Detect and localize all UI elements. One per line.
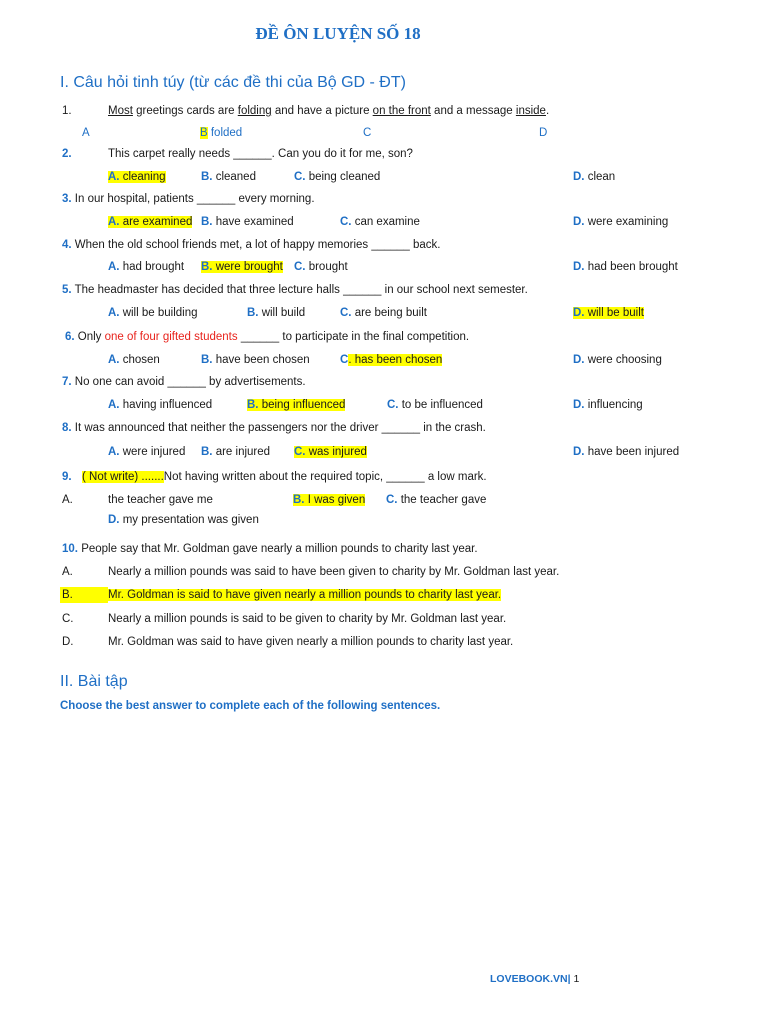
question-3-option-b (201, 214, 294, 230)
underlined-word: Most (108, 105, 133, 117)
question-2-option-d (573, 169, 615, 185)
option-letter: D. (573, 399, 585, 411)
question-8-option-c (294, 444, 367, 460)
question-1-option-d: D (539, 127, 548, 139)
option-letter: A. (108, 399, 120, 411)
underlined-word: on the front (372, 105, 431, 117)
question-6-stem (65, 329, 469, 345)
option-letter: C. (340, 307, 352, 319)
option-letter: C. (294, 171, 306, 183)
question-4-option-d (573, 259, 678, 275)
option-text: cleaning (119, 171, 166, 183)
question-number: 10. (62, 543, 78, 555)
section-2-heading: II. Bài tập (60, 673, 128, 690)
question-text: No one can avoid ______ by advertisements. (71, 376, 306, 388)
question-number: 8. (62, 422, 72, 434)
option-text: have examined (212, 216, 294, 228)
footer-separator: | (567, 973, 574, 985)
option-text: had been brought (584, 261, 678, 273)
option-text: will build (258, 307, 306, 319)
question-7-stem (62, 374, 306, 390)
option-text: folded (207, 127, 243, 139)
option-text: cleaned (212, 171, 256, 183)
option-letter: B (200, 127, 208, 139)
question-5-option-a (108, 305, 198, 321)
question-3-option-a (108, 214, 192, 230)
question-9-option-a-text: the teacher gave me (108, 494, 213, 506)
option-letter: B. (247, 307, 259, 319)
option-text: were injured (119, 446, 186, 458)
option-text: are injured (212, 446, 271, 458)
question-2-option-b (201, 169, 256, 185)
question-7-option-c (387, 397, 483, 413)
option-letter: B. (201, 446, 213, 458)
question-2-text: This carpet really needs ______. Can you do it for me, son? (108, 148, 413, 160)
question-10-option-c-text: Nearly a million pounds is said to be given to charity by Mr. Goldman last year. (108, 613, 507, 625)
text-span: greetings cards are (132, 105, 238, 117)
option-text: are examined (119, 216, 193, 228)
section-1-heading: I. Câu hỏi tinh túy (từ các đề thi của Bộ GD - ĐT) (60, 74, 406, 91)
text-span: . (545, 105, 550, 117)
option-text: to be influenced (398, 399, 483, 411)
option-text: clean (584, 171, 616, 183)
question-text: People say that Mr. Goldman gave nearly a million pounds to charity last year. (78, 543, 478, 555)
page-title: ĐỀ ÔN LUYỆN SỐ 18 (255, 24, 421, 43)
option-letter: C. (340, 216, 352, 228)
option-text: being influenced (258, 399, 346, 411)
question-7-option-d (573, 397, 643, 413)
option-letter: D. (108, 514, 120, 526)
option-text: were examining (584, 216, 669, 228)
option-text: my presentation was given (119, 514, 259, 526)
question-3-option-d (573, 214, 668, 230)
option-text: . has been chosen (348, 354, 443, 366)
question-1-option-b (200, 125, 242, 141)
question-8-option-d (573, 444, 679, 460)
question-1-text (108, 103, 549, 119)
question-text: Not having written about the required topic, ______ a low mark. (163, 471, 487, 483)
question-10-stem (62, 541, 478, 557)
option-letter: A. (108, 307, 120, 319)
highlighted-phrase: ( Not write) ....... (82, 471, 164, 483)
question-1-option-a: A (82, 127, 90, 139)
option-letter: A. (108, 171, 120, 183)
option-letter: A. (108, 354, 120, 366)
option-text: had brought (119, 261, 185, 273)
question-8-option-b (201, 444, 270, 460)
question-2-option-c (294, 169, 380, 185)
question-10-option-b-text (108, 587, 501, 603)
question-5-option-b (247, 305, 305, 321)
question-10-option-d-text: Mr. Goldman was said to have given nearly a million pounds to charity last year. (108, 636, 514, 648)
question-text: When the old school friends met, a lot of happy memories ______ back. (71, 239, 441, 251)
text-span: and a message (430, 105, 516, 117)
question-8-stem (62, 420, 486, 436)
underlined-word: inside (515, 105, 546, 117)
question-7-option-b (247, 397, 345, 413)
option-letter: A. (108, 446, 120, 458)
option-text: chosen (119, 354, 160, 366)
question-text: In our hospital, patients ______ every morning. (71, 193, 315, 205)
option-text: are being built (351, 307, 427, 319)
question-number: 4. (62, 239, 72, 251)
question-number: 3. (62, 193, 72, 205)
question-4-stem (62, 237, 440, 253)
option-text: can examine (351, 216, 420, 228)
option-text: Mr. Goldman is said to have given nearly a million pounds to charity last year. (108, 589, 502, 601)
option-text: the teacher gave (397, 494, 487, 506)
question-1-option-c: C (363, 127, 372, 139)
question-3-stem (62, 191, 315, 207)
question-9-number: 9. (62, 471, 72, 483)
option-letter: D. (573, 446, 585, 458)
question-6-option-d (573, 352, 662, 368)
option-letter: D. (573, 261, 585, 273)
option-letter: D. (573, 171, 585, 183)
option-text: were choosing (584, 354, 662, 366)
option-text: I was given (304, 494, 366, 506)
option-letter: B. (247, 399, 259, 411)
option-letter: C. (387, 399, 399, 411)
question-10-option-d-letter: D. (62, 636, 74, 648)
option-letter: D. (573, 307, 585, 319)
option-letter: B. (201, 171, 213, 183)
question-4-option-c (294, 259, 348, 275)
question-7-option-a (108, 397, 212, 413)
question-5-option-c (340, 305, 427, 321)
option-letter: C (340, 354, 349, 366)
question-4-option-a (108, 259, 184, 275)
question-8-option-a (108, 444, 185, 460)
exercise-instruction: Choose the best answer to complete each of the following sentences. (60, 700, 441, 712)
question-9-option-a-letter: A. (62, 494, 73, 506)
option-text: have been injured (584, 446, 680, 458)
question-2-number: 2. (62, 148, 72, 160)
footer-brand: LOVEBOOK.VN (490, 973, 568, 985)
option-letter: A. (108, 216, 120, 228)
option-letter: B. (293, 494, 305, 506)
question-5-option-d (573, 305, 644, 321)
option-text: will be built (584, 307, 644, 319)
question-9-option-c (386, 492, 486, 508)
question-10-option-a-letter: A. (62, 566, 73, 578)
question-4-option-b (201, 259, 283, 275)
option-text: have been chosen (212, 354, 310, 366)
question-9-option-d (108, 512, 259, 528)
question-3-option-c (340, 214, 420, 230)
option-text: will be building (119, 307, 198, 319)
option-letter: C. (294, 261, 306, 273)
question-1-number: 1. (62, 105, 72, 117)
option-letter: C. (386, 494, 398, 506)
option-text: was injured (305, 446, 367, 458)
question-6-option-b (201, 352, 310, 368)
question-5-stem (62, 282, 528, 298)
underlined-word: folding (237, 105, 272, 117)
question-text: It was announced that neither the passengers nor the driver ______ in the crash. (71, 422, 486, 434)
option-text: influencing (584, 399, 643, 411)
question-10-option-c-letter: C. (62, 613, 74, 625)
option-text: were brought (212, 261, 283, 273)
question-text: The headmaster has decided that three lecture halls ______ in our school next semester. (71, 284, 528, 296)
question-9-text (82, 469, 487, 485)
page-number: 1 (573, 973, 580, 985)
question-10-option-a-text: Nearly a million pounds was said to have been given to charity by Mr. Goldman last year. (108, 566, 560, 578)
option-letter: D. (573, 216, 585, 228)
option-text: having influenced (119, 399, 213, 411)
text-span: and have a picture (271, 105, 373, 117)
question-number: 7. (62, 376, 72, 388)
option-text: brought (305, 261, 348, 273)
option-letter: B. (201, 261, 213, 273)
highlighted-phrase: one of four gifted students (104, 331, 238, 343)
option-letter: D. (573, 354, 585, 366)
option-letter: A. (108, 261, 120, 273)
question-number: 5. (62, 284, 72, 296)
page-footer (490, 973, 579, 985)
option-letter: C. (294, 446, 306, 458)
option-letter: B. (201, 216, 213, 228)
question-text: Only (74, 331, 105, 343)
question-2-option-a (108, 169, 166, 185)
question-9-option-b (293, 492, 365, 508)
question-text: ______ to participate in the final competition. (237, 331, 470, 343)
option-text: being cleaned (305, 171, 381, 183)
question-number: 6. (65, 331, 75, 343)
question-10-option-b-letter: B. (60, 587, 108, 603)
question-6-option-a (108, 352, 160, 368)
question-6-option-c (340, 352, 442, 368)
option-letter: B. (201, 354, 213, 366)
